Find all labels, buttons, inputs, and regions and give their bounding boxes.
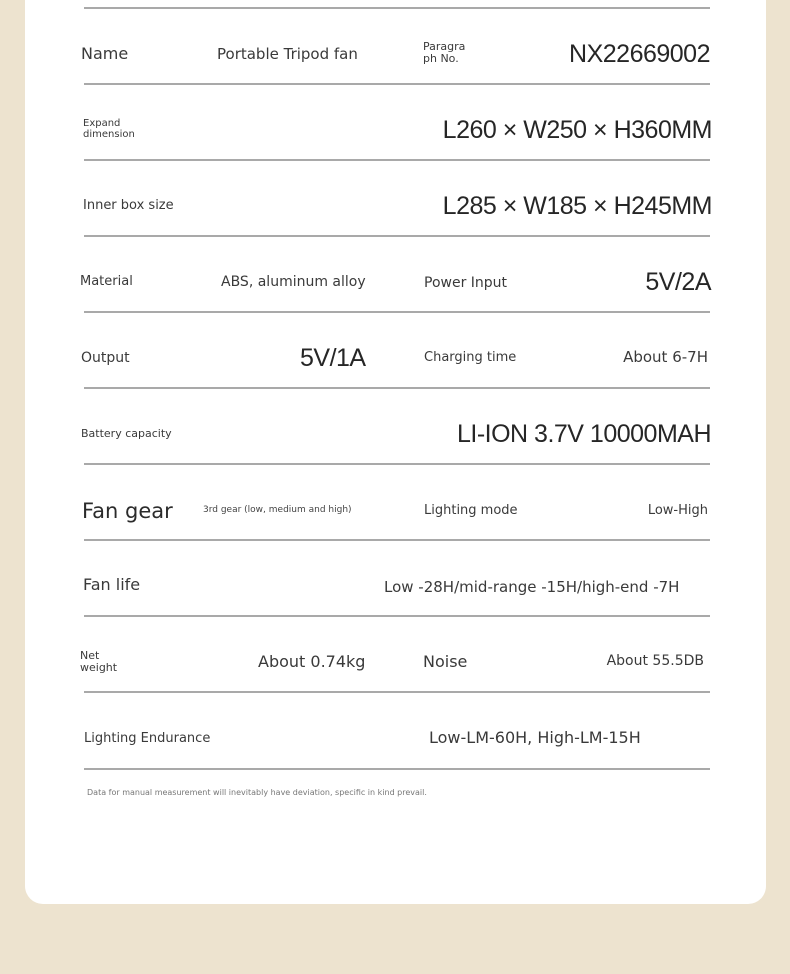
- inner-box-label: Inner box size: [83, 198, 174, 213]
- paragraph-no-label: Paragra ph No.: [423, 40, 466, 66]
- lighting-endurance-value: Low-LM-60H, High-LM-15H: [429, 728, 641, 747]
- footnote: Data for manual measurement will inevitably have deviation, specific in kind prevail.: [87, 788, 427, 797]
- divider: [84, 235, 710, 237]
- net-weight-label: Net weight: [80, 649, 118, 675]
- output-value: 5V/1A: [300, 344, 366, 372]
- expand-dimension-value: L260 × W250 × H360MM: [442, 116, 712, 144]
- power-input-label: Power Input: [424, 275, 508, 291]
- expand-dimension-label: Expand dimension: [83, 118, 135, 140]
- divider: [84, 7, 710, 9]
- noise-value: About 55.5DB: [606, 653, 704, 669]
- divider: [84, 691, 710, 693]
- fan-gear-value: 3rd gear (low, medium and high): [203, 505, 352, 515]
- divider: [84, 159, 710, 161]
- divider: [84, 768, 710, 770]
- power-input-value: 5V/2A: [645, 268, 711, 296]
- net-weight-value: About 0.74kg: [258, 652, 366, 671]
- output-label: Output: [81, 350, 130, 366]
- material-value: ABS, aluminum alloy: [221, 274, 366, 290]
- lighting-mode-label: Lighting mode: [424, 503, 518, 518]
- lighting-mode-value: Low-High: [647, 503, 708, 518]
- divider: [84, 387, 710, 389]
- name-value: Portable Tripod fan: [217, 45, 358, 63]
- name-label: Name: [81, 44, 129, 63]
- fan-life-label: Fan life: [83, 575, 141, 594]
- battery-capacity-value: LI-ION 3.7V 10000MAH: [456, 420, 711, 448]
- noise-label: Noise: [423, 652, 468, 671]
- divider: [84, 539, 710, 541]
- battery-capacity-label: Battery capacity: [81, 427, 172, 440]
- fan-life-value: Low -28H/mid-range -15H/high-end -7H: [384, 578, 680, 596]
- material-label: Material: [80, 274, 133, 289]
- divider: [84, 615, 710, 617]
- divider: [84, 83, 710, 85]
- divider: [84, 311, 710, 313]
- lighting-endurance-label: Lighting Endurance: [84, 731, 211, 746]
- paragraph-no-value: NX22669002: [569, 40, 710, 68]
- fan-gear-label: Fan gear: [82, 499, 173, 523]
- charging-time-value: About 6-7H: [623, 348, 708, 366]
- inner-box-value: L285 × W185 × H245MM: [442, 192, 712, 220]
- divider: [84, 463, 710, 465]
- charging-time-label: Charging time: [424, 350, 517, 365]
